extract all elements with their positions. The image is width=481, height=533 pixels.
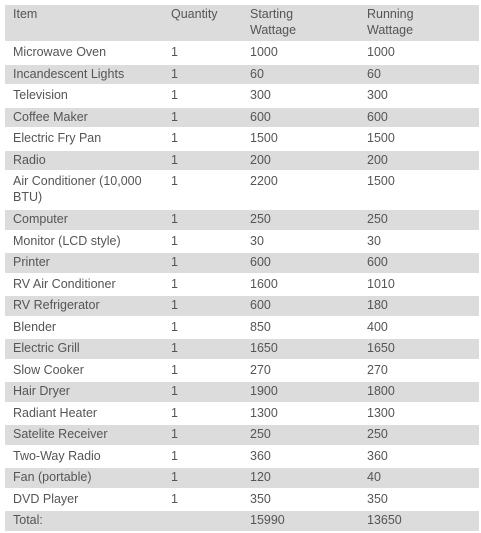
table-row — [5, 253, 479, 273]
cell-item: Incandescent Lights — [5, 65, 163, 85]
header-starting-wattage: Starting Wattage — [242, 5, 359, 41]
cell-starting-wattage: 1000 — [242, 43, 359, 63]
wattage-table — [5, 3, 479, 533]
cell-running-wattage: 1000 — [359, 43, 479, 63]
table-row — [5, 468, 479, 488]
cell-starting-wattage: 1600 — [242, 275, 359, 295]
cell-item: Slow Cooker — [5, 361, 163, 381]
cell-item: Electric Fry Pan — [5, 129, 163, 149]
cell-starting-wattage: 600 — [242, 296, 359, 316]
header-running-wattage: Running Wattage — [359, 5, 479, 41]
header-quantity: Quantity — [163, 5, 242, 41]
table-row — [5, 318, 479, 338]
cell-running-wattage: 250 — [359, 425, 479, 445]
header-item: Item — [5, 5, 163, 41]
cell-running-wattage: 1500 — [359, 172, 479, 208]
cell-running-wattage: 1500 — [359, 129, 479, 149]
cell-running-wattage: 60 — [359, 65, 479, 85]
cell-quantity: 1 — [163, 65, 242, 85]
cell-starting-wattage: 300 — [242, 86, 359, 106]
cell-item: RV Refrigerator — [5, 296, 163, 316]
cell-running-wattage: 270 — [359, 361, 479, 381]
cell-starting-wattage: 600 — [242, 108, 359, 128]
cell-item: Blender — [5, 318, 163, 338]
cell-quantity: 1 — [163, 404, 242, 424]
cell-starting-wattage: 30 — [242, 232, 359, 252]
cell-item: Coffee Maker — [5, 108, 163, 128]
cell-starting-wattage: 1900 — [242, 382, 359, 402]
table-row — [5, 129, 479, 149]
cell-running-wattage: 1800 — [359, 382, 479, 402]
table-row — [5, 172, 479, 208]
table-row — [5, 361, 479, 381]
cell-running-wattage: 600 — [359, 253, 479, 273]
cell-quantity: 1 — [163, 253, 242, 273]
cell-item: Two-Way Radio — [5, 447, 163, 467]
table-row — [5, 382, 479, 402]
table-row — [5, 210, 479, 230]
cell-quantity: 1 — [163, 490, 242, 510]
wattage-table-container — [5, 3, 479, 533]
cell-quantity: 1 — [163, 210, 242, 230]
cell-running-wattage: 1650 — [359, 339, 479, 359]
cell-item: DVD Player — [5, 490, 163, 510]
cell-item: Radio — [5, 151, 163, 171]
cell-item: Electric Grill — [5, 339, 163, 359]
total-starting-wattage: 15990 — [242, 511, 359, 531]
cell-starting-wattage: 270 — [242, 361, 359, 381]
table-row — [5, 65, 479, 85]
total-running-wattage: 13650 — [359, 511, 479, 531]
cell-running-wattage: 600 — [359, 108, 479, 128]
cell-quantity: 1 — [163, 129, 242, 149]
cell-quantity: 1 — [163, 43, 242, 63]
table-row — [5, 404, 479, 424]
cell-quantity: 1 — [163, 172, 242, 208]
cell-running-wattage: 250 — [359, 210, 479, 230]
cell-starting-wattage: 200 — [242, 151, 359, 171]
cell-quantity: 1 — [163, 232, 242, 252]
cell-starting-wattage: 1650 — [242, 339, 359, 359]
cell-item: Monitor (LCD style) — [5, 232, 163, 252]
cell-running-wattage: 360 — [359, 447, 479, 467]
cell-item: Radiant Heater — [5, 404, 163, 424]
cell-item: Satelite Receiver — [5, 425, 163, 445]
table-row — [5, 108, 479, 128]
cell-starting-wattage: 350 — [242, 490, 359, 510]
cell-running-wattage: 200 — [359, 151, 479, 171]
cell-item: Air Conditioner (10,000 BTU) — [5, 172, 163, 208]
cell-running-wattage: 180 — [359, 296, 479, 316]
cell-running-wattage: 40 — [359, 468, 479, 488]
wattage-table-body — [5, 5, 479, 531]
table-total-row — [5, 511, 479, 531]
cell-starting-wattage: 60 — [242, 65, 359, 85]
cell-running-wattage: 400 — [359, 318, 479, 338]
cell-quantity: 1 — [163, 151, 242, 171]
cell-quantity: 1 — [163, 339, 242, 359]
cell-starting-wattage: 120 — [242, 468, 359, 488]
cell-item: Printer — [5, 253, 163, 273]
cell-starting-wattage: 250 — [242, 210, 359, 230]
table-row — [5, 86, 479, 106]
total-quantity — [163, 511, 242, 531]
table-header-row — [5, 5, 479, 41]
cell-quantity: 1 — [163, 361, 242, 381]
cell-starting-wattage: 600 — [242, 253, 359, 273]
total-label: Total: — [5, 511, 163, 531]
cell-item: Hair Dryer — [5, 382, 163, 402]
cell-starting-wattage: 250 — [242, 425, 359, 445]
cell-starting-wattage: 1500 — [242, 129, 359, 149]
cell-quantity: 1 — [163, 318, 242, 338]
cell-starting-wattage: 1300 — [242, 404, 359, 424]
cell-quantity: 1 — [163, 382, 242, 402]
cell-quantity: 1 — [163, 296, 242, 316]
cell-starting-wattage: 850 — [242, 318, 359, 338]
cell-item: Computer — [5, 210, 163, 230]
table-row — [5, 447, 479, 467]
table-row — [5, 339, 479, 359]
table-row — [5, 490, 479, 510]
cell-running-wattage: 350 — [359, 490, 479, 510]
cell-quantity: 1 — [163, 447, 242, 467]
cell-starting-wattage: 360 — [242, 447, 359, 467]
cell-item: Fan (portable) — [5, 468, 163, 488]
cell-item: Television — [5, 86, 163, 106]
cell-running-wattage: 1300 — [359, 404, 479, 424]
cell-running-wattage: 30 — [359, 232, 479, 252]
cell-quantity: 1 — [163, 468, 242, 488]
cell-quantity: 1 — [163, 275, 242, 295]
table-row — [5, 425, 479, 445]
cell-quantity: 1 — [163, 108, 242, 128]
table-row — [5, 296, 479, 316]
cell-item: Microwave Oven — [5, 43, 163, 63]
table-row — [5, 275, 479, 295]
table-row — [5, 151, 479, 171]
table-row — [5, 232, 479, 252]
table-row — [5, 43, 479, 63]
cell-quantity: 1 — [163, 86, 242, 106]
cell-item: RV Air Conditioner — [5, 275, 163, 295]
cell-running-wattage: 1010 — [359, 275, 479, 295]
cell-running-wattage: 300 — [359, 86, 479, 106]
cell-quantity: 1 — [163, 425, 242, 445]
cell-starting-wattage: 2200 — [242, 172, 359, 208]
